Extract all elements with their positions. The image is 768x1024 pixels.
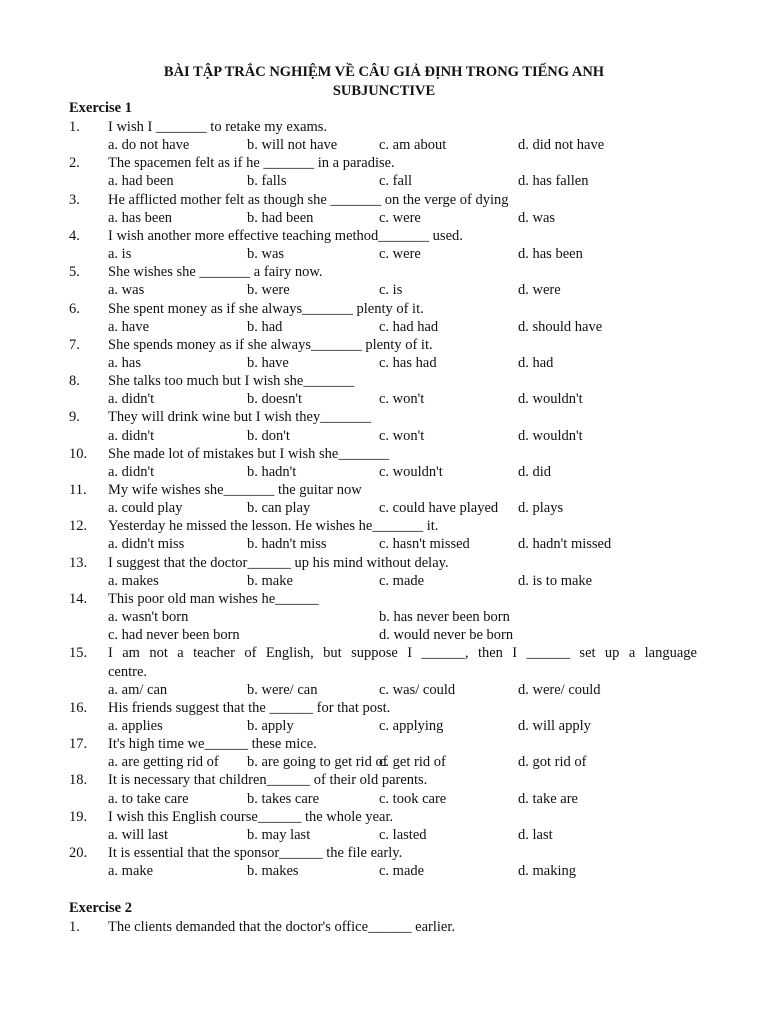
- option-d: d. take are: [518, 790, 578, 807]
- option-c: c. hasn't missed: [379, 536, 470, 553]
- question-text: It is essential that the sponsor______ the file early.: [108, 845, 403, 861]
- option-c: c. applying: [379, 717, 444, 734]
- question-row: [0, 481, 768, 499]
- question-text: My wife wishes she_______ the guitar now: [108, 482, 362, 498]
- options-row: [0, 753, 768, 771]
- question-number: 18.: [69, 772, 88, 789]
- option-d: d. will apply: [518, 717, 591, 734]
- options-row: [0, 136, 768, 154]
- option-b: b. hadn't miss: [247, 536, 327, 553]
- option-c: c. had had: [379, 318, 439, 335]
- option-a: a. will last: [108, 826, 169, 843]
- question-text: It's high time we______ these mice.: [108, 736, 317, 753]
- question-row: [0, 918, 768, 936]
- option-d: d. had: [518, 354, 554, 371]
- document-title: [0, 63, 768, 100]
- option-d: d. plays: [518, 500, 564, 517]
- option-d: d. did: [518, 463, 552, 480]
- option-c: c. get rid of: [379, 754, 446, 771]
- question-row: [0, 118, 768, 136]
- question-number: 17.: [69, 736, 88, 753]
- question-number: 2.: [69, 155, 80, 172]
- option-d: d. were/ could: [518, 681, 601, 698]
- question-text: His friends suggest that the ______ for that post.: [108, 699, 391, 716]
- question-row: [0, 372, 768, 390]
- option-b: b. were/ can: [247, 681, 318, 698]
- option-d: d. wouldn't: [518, 427, 583, 444]
- question-row: [0, 517, 768, 535]
- option-c: c. won't: [379, 427, 425, 444]
- option-c: c. took care: [379, 790, 447, 807]
- option-a: a. to take care: [108, 790, 189, 807]
- option-c: c. made: [379, 863, 425, 880]
- question-row: [0, 408, 768, 426]
- question-row: [0, 735, 768, 753]
- question-text: She spends money as if she always_______ plenty of it.: [108, 336, 433, 353]
- option-a: a. could play: [108, 500, 183, 517]
- question-row: [0, 191, 768, 209]
- question-number: 11.: [69, 482, 87, 498]
- options-row: [0, 281, 768, 299]
- question-continuation-row: [0, 663, 768, 681]
- question-text: I wish I _______ to retake my exams.: [108, 119, 328, 135]
- option-b: b. have: [247, 354, 289, 371]
- options-row: [0, 572, 768, 590]
- question-row: [0, 699, 768, 717]
- question-number: 15.: [69, 645, 88, 662]
- question-text: She wishes she _______ a fairy now.: [108, 264, 323, 281]
- question-text: I am not a teacher of English, but suppose I ______, then I ______ set up a language: [108, 645, 697, 662]
- option-b: b. may last: [247, 826, 311, 843]
- option-d: d. last: [518, 826, 553, 843]
- option-a: a. applies: [108, 717, 163, 734]
- option-b: b. had been: [247, 209, 314, 226]
- question-row: [0, 590, 768, 608]
- option-c: c. is: [379, 282, 403, 299]
- question-row: [0, 445, 768, 463]
- option-a: a. have: [108, 318, 150, 335]
- options-row: [0, 463, 768, 481]
- options-row: [0, 354, 768, 372]
- question-row: [0, 263, 768, 281]
- options-row: [0, 790, 768, 808]
- options-row: [0, 535, 768, 553]
- option-b: b. can play: [247, 500, 311, 517]
- option-b: b. was: [247, 246, 285, 263]
- option-c: c. won't: [379, 391, 425, 408]
- question-number: 20.: [69, 845, 88, 861]
- option-b: b. hadn't: [247, 463, 297, 480]
- options-row: [0, 862, 768, 880]
- question-row: [0, 300, 768, 318]
- option-b: b. don't: [247, 427, 290, 444]
- option-b: b. were: [247, 282, 290, 299]
- option-b: b. apply: [247, 717, 294, 734]
- option-c: c. am about: [379, 137, 447, 154]
- question-number: 9.: [69, 409, 80, 426]
- option-a: a. didn't: [108, 391, 155, 408]
- option-a: a. was: [108, 282, 145, 299]
- question-number: 12.: [69, 518, 88, 535]
- option-c: c. could have played: [379, 500, 499, 517]
- question-number: 3.: [69, 191, 80, 208]
- question-text: She made lot of mistakes but I wish she_______: [108, 445, 390, 462]
- option-a: a. has: [108, 354, 142, 371]
- option-a: a. wasn't born: [108, 609, 189, 626]
- option-c: c. was/ could: [379, 681, 456, 698]
- question-number: 1.: [69, 119, 80, 135]
- options-row: [0, 826, 768, 844]
- options-row: [0, 717, 768, 735]
- question-number: 6.: [69, 300, 80, 317]
- title-line-1: BÀI TẬP TRẮC NGHIỆM VỀ CÂU GIẢ ĐỊNH TRONG TIẾNG ANH: [163, 64, 605, 80]
- option-a: a. didn't: [108, 427, 155, 444]
- option-d: d. hadn't missed: [518, 536, 612, 553]
- question-number: 4.: [69, 227, 80, 244]
- option-d: d. has fallen: [518, 173, 589, 190]
- option-b: b. make: [247, 572, 293, 589]
- option-d: d. got rid of: [518, 754, 587, 771]
- option-a: a. has been: [108, 209, 173, 226]
- question-number: 7.: [69, 336, 80, 353]
- question-number: 5.: [69, 264, 80, 281]
- option-c: c. fall: [379, 173, 413, 190]
- options-row: [0, 626, 768, 644]
- option-b: b. has never been born: [379, 609, 510, 626]
- option-d: d. making: [518, 863, 576, 880]
- question-number: 13.: [69, 554, 88, 571]
- question-text: I wish this English course______ the whole year.: [108, 808, 394, 825]
- exercise-1-heading: Exercise 1: [69, 100, 132, 116]
- options-row: [0, 499, 768, 517]
- option-b: b. takes care: [247, 790, 320, 807]
- option-c: c. lasted: [379, 826, 427, 843]
- question-text: They will drink wine but I wish they_______: [108, 409, 371, 426]
- question-text: She spent money as if she always_______ plenty of it.: [108, 300, 424, 317]
- option-b: b. makes: [247, 863, 299, 880]
- option-a: a. makes: [108, 572, 159, 589]
- option-c: c. has had: [379, 354, 437, 371]
- option-a: a. didn't miss: [108, 536, 185, 553]
- option-d: d. did not have: [518, 137, 605, 154]
- question-number: 19.: [69, 808, 88, 825]
- title-line-2: SUBJUNCTIVE: [332, 82, 436, 99]
- question-text: She talks too much but I wish she_______: [108, 373, 355, 390]
- question-text-continued: centre.: [108, 663, 148, 680]
- option-c: c. were: [379, 209, 421, 226]
- question-row: [0, 336, 768, 354]
- option-b: b. had: [247, 318, 283, 335]
- option-a: a. are getting rid of: [108, 754, 219, 771]
- options-row: [0, 318, 768, 336]
- options-row: [0, 390, 768, 408]
- option-d: d. has been: [518, 246, 583, 263]
- option-a: a. make: [108, 863, 154, 880]
- question-row: [0, 771, 768, 789]
- question-number: 8.: [69, 373, 80, 390]
- options-row: [0, 681, 768, 699]
- option-d: d. should have: [518, 318, 603, 335]
- option-a: a. do not have: [108, 137, 190, 154]
- question-number: 14.: [69, 590, 88, 607]
- question-text: Yesterday he missed the lesson. He wishes he_______ it.: [108, 518, 439, 535]
- question-number: 1.: [69, 919, 80, 935]
- option-d: d. wouldn't: [518, 391, 583, 408]
- option-a: a. didn't: [108, 463, 155, 480]
- question-number: 16.: [69, 699, 88, 716]
- question-row: [0, 844, 768, 862]
- options-row: [0, 427, 768, 445]
- question-row: [0, 644, 768, 662]
- question-row: [0, 154, 768, 172]
- options-row: [0, 209, 768, 227]
- question-text: The spacemen felt as if he _______ in a paradise.: [108, 155, 395, 172]
- question-row: [0, 808, 768, 826]
- question-number: 10.: [69, 445, 88, 462]
- options-row: [0, 245, 768, 263]
- option-b: b. doesn't: [247, 391, 302, 408]
- option-a: a. am/ can: [108, 681, 168, 698]
- question-row: [0, 554, 768, 572]
- option-c: c. had never been born: [108, 627, 240, 644]
- exercise-2-heading: Exercise 2: [69, 900, 132, 916]
- option-d: d. were: [518, 282, 561, 299]
- option-c: c. wouldn't: [379, 463, 443, 480]
- option-a: a. had been: [108, 173, 174, 190]
- option-d: d. was: [518, 209, 556, 226]
- question-text: The clients demanded that the doctor's office______ earlier.: [108, 919, 456, 935]
- option-b: b. are going to get rid of: [247, 754, 388, 771]
- question-text: He afflicted mother felt as though she _______ on the verge of dying: [108, 191, 509, 208]
- options-row: [0, 172, 768, 190]
- option-b: b. falls: [247, 173, 287, 190]
- options-row: [0, 608, 768, 626]
- option-a: a. is: [108, 246, 132, 263]
- option-d: d. is to make: [518, 572, 593, 589]
- question-text: I suggest that the doctor______ up his mind without delay.: [108, 554, 449, 571]
- question-text: This poor old man wishes he______: [108, 590, 319, 607]
- question-text: I wish another more effective teaching method_______ used.: [108, 227, 463, 244]
- question-row: [0, 227, 768, 245]
- option-c: c. were: [379, 246, 421, 263]
- option-d: d. would never be born: [379, 627, 514, 644]
- option-c: c. made: [379, 572, 425, 589]
- question-text: It is necessary that children______ of their old parents.: [108, 772, 428, 789]
- option-b: b. will not have: [247, 137, 338, 154]
